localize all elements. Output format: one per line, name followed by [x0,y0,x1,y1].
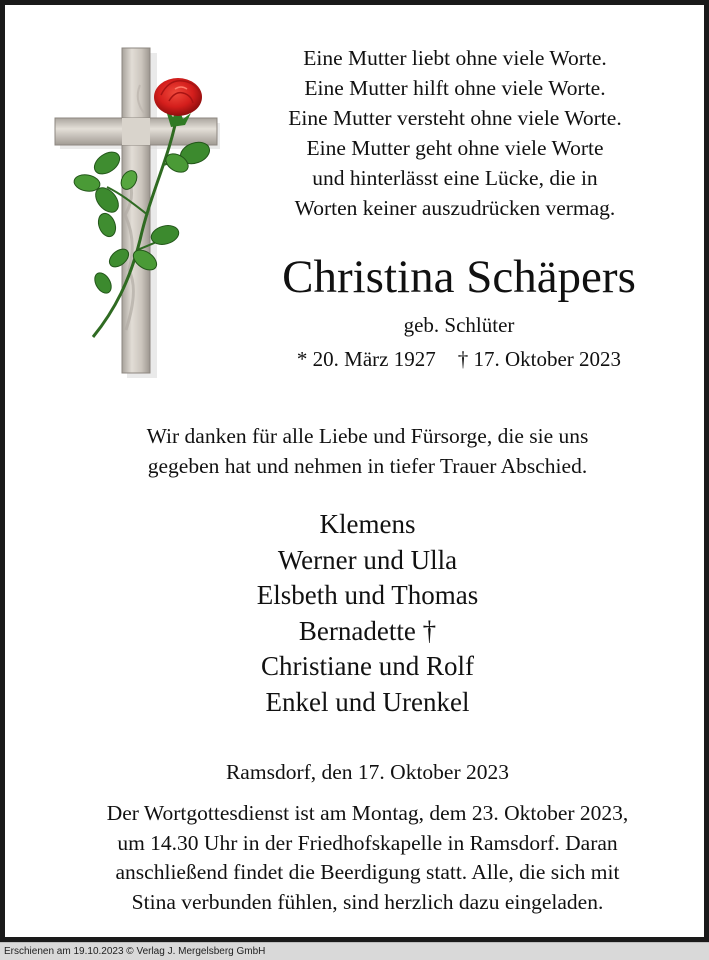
life-dates [235,345,683,373]
birth-date: * 20. März 1927 [296,347,436,371]
poem-line: Eine Mutter geht ohne viele Worte [306,136,604,160]
poem-line: Eine Mutter hilft ohne viele Worte. [304,76,606,100]
family-member: Werner und Ulla [277,544,458,575]
thanks-text [45,421,690,481]
family-member: Elsbeth und Thomas [256,580,479,610]
poem-line: und hinterlässt eine Lücke, die in [312,166,598,190]
family-list [45,507,690,720]
thanks-line: Wir danken für alle Liebe und Fürsorge, die sie uns [146,424,589,448]
service-line: um 14.30 Uhr in der Friedhofskapelle in Ramsdorf. Daran [117,830,618,855]
birth-name: geb. Schlüter [403,313,515,337]
poem-line: Eine Mutter versteht ohne viele Worte. [288,106,622,130]
place-date: Ramsdorf, den 17. Oktober 2023 [225,760,510,784]
poem [235,43,675,223]
family-member: Enkel und Urenkel [265,686,470,717]
cross-with-rose-icon [45,45,225,380]
family-member: Christiane und Rolf [261,651,474,681]
family-member: Klemens [319,509,416,539]
thanks-line: gegeben hat und nehmen in tiefer Trauer Abschied. [147,454,588,478]
death-date: † 17. Oktober 2023 [457,347,622,371]
poem-line: Eine Mutter liebt ohne viele Worte. [303,46,607,70]
service-info [35,799,700,917]
service-line: anschließend findet die Beerdigung statt. Alle, die sich mit [115,860,620,884]
publication-footer: Erschienen am 19.10.2023 © Verlag J. Mergelsberg GmbH [0,942,709,960]
service-line: Der Wortgottesdienst ist am Montag, dem 23. Oktober 2023, [106,801,629,825]
service-line: Stina verbunden fühlen, sind herzlich dazu eingeladen. [131,889,604,914]
deceased-name: Christina Schäpers [282,251,636,303]
family-member: Bernadette † [298,615,437,646]
poem-line: Worten keiner auszudrücken vermag. [294,196,616,220]
